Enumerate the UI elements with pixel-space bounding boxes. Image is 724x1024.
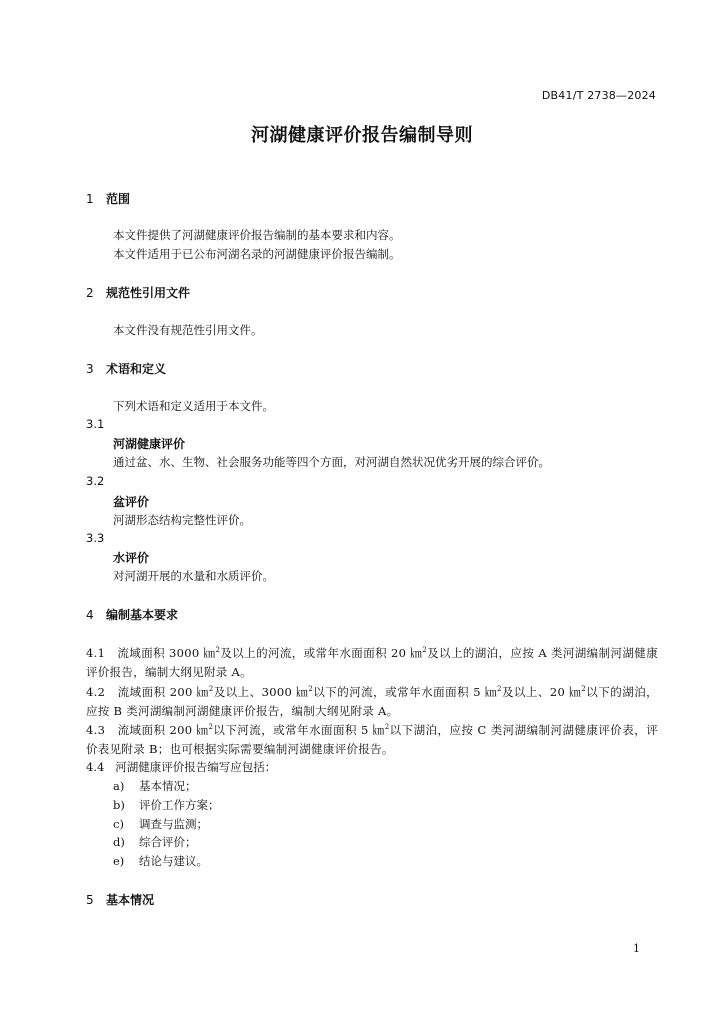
paragraph: 本文件适用于已公布河湖名录的河湖健康评价报告编制。 [113, 247, 401, 261]
list-item [113, 834, 197, 850]
section-title: 术语和定义 [106, 362, 167, 376]
section-number: 5 [86, 893, 94, 907]
standard-code: DB41/T 2738—2024 [541, 89, 656, 102]
clause-4-4 [86, 759, 276, 775]
section-title: 编制基本要求 [106, 608, 179, 622]
term-number: 3.3 [86, 531, 105, 545]
clause-text: 流域面积 3000 ㎞ [117, 645, 216, 660]
clause-text: 流域面积 200 ㎞ [117, 684, 209, 699]
list-marker: c) [113, 817, 124, 831]
list-item [113, 778, 197, 794]
term-number: 3.2 [86, 474, 105, 488]
clause-4-1 [86, 641, 658, 683]
clause-4-2 [86, 680, 658, 722]
section-1-heading [86, 190, 130, 207]
clause-text: 以下的湖泊，应按 B 类河湖编制河湖健康评价报告，编制大纲见附录 A。 [86, 684, 658, 719]
superscript: 2 [496, 685, 502, 693]
clause-text: 河湖健康评价报告编写应包括： [115, 760, 277, 774]
list-text: 结论与建议。 [139, 854, 208, 868]
superscript: 2 [308, 685, 314, 693]
section-number: 1 [86, 192, 94, 206]
list-marker: a) [113, 779, 125, 793]
list-text: 评价工作方案； [139, 798, 220, 812]
section-number: 4 [86, 608, 94, 622]
clause-4-3 [86, 718, 658, 760]
clause-text: 及以上的河流，或常年水面面积 20 ㎞ [220, 645, 423, 660]
section-4-heading [86, 606, 178, 623]
paragraph: 本文件提供了河湖健康评价报告编制的基本要求和内容。 [113, 228, 401, 242]
section-5-heading [86, 891, 154, 908]
list-marker: e) [113, 854, 125, 868]
list-text: 调查与监测； [139, 817, 208, 831]
clause-text: 及以上、20 ㎞ [501, 684, 582, 699]
list-item [113, 797, 220, 813]
page-number: 1 [633, 942, 640, 955]
superscript: 2 [384, 723, 390, 731]
list-item [113, 816, 208, 832]
clause-number: 4.1 [86, 645, 106, 660]
superscript: 2 [208, 685, 214, 693]
list-text: 综合评价； [139, 835, 197, 849]
section-number: 3 [86, 362, 94, 376]
document-title: 河湖健康评价报告编制导则 [251, 125, 473, 146]
clause-text: 以下的河流，或常年水面面积 5 ㎞ [313, 684, 497, 699]
superscript: 2 [422, 646, 428, 654]
term-name: 水评价 [113, 551, 150, 565]
term-name: 盆评价 [113, 495, 150, 509]
clause-text: 及以上的湖泊，应按 A 类河湖编制河湖健康评价报告，编制大纲见附录 A。 [86, 645, 658, 680]
term-definition: 通过盆、水、生物、社会服务功能等四个方面，对河湖自然状况优劣开展的综合评价。 [113, 455, 550, 469]
section-title: 基本情况 [106, 893, 155, 907]
paragraph: 下列术语和定义适用于本文件。 [113, 399, 274, 413]
superscript: 2 [208, 723, 214, 731]
paragraph: 本文件没有规范性引用文件。 [113, 323, 263, 337]
section-title: 范围 [106, 192, 131, 206]
clause-text: 以下湖泊，应按 C 类河湖编制河湖健康评价表，评价表见附录 B；也可根据实际需要编制河湖健康评价报告。 [86, 722, 658, 757]
clause-text: 及以上、3000 ㎞ [213, 684, 309, 699]
list-marker: d) [113, 835, 125, 849]
clause-number: 4.3 [86, 722, 106, 737]
superscript: 2 [581, 685, 587, 693]
section-number: 2 [86, 286, 94, 300]
section-3-heading [86, 360, 166, 377]
section-title: 规范性引用文件 [106, 286, 191, 300]
section-2-heading [86, 284, 190, 301]
term-number: 3.1 [86, 417, 105, 431]
clause-number: 4.4 [86, 760, 105, 774]
term-definition: 对河湖开展的水量和水质评价。 [113, 569, 274, 583]
term-name: 河湖健康评价 [113, 437, 186, 451]
clause-text: 以下河流，或常年水面面积 5 ㎞ [213, 722, 385, 737]
clause-number: 4.2 [86, 684, 106, 699]
superscript: 2 [215, 646, 221, 654]
clause-text: 流域面积 200 ㎞ [117, 722, 209, 737]
list-text: 基本情况； [139, 779, 197, 793]
list-marker: b) [113, 798, 125, 812]
term-definition: 河湖形态结构完整性评价。 [113, 513, 251, 527]
list-item [113, 853, 208, 869]
